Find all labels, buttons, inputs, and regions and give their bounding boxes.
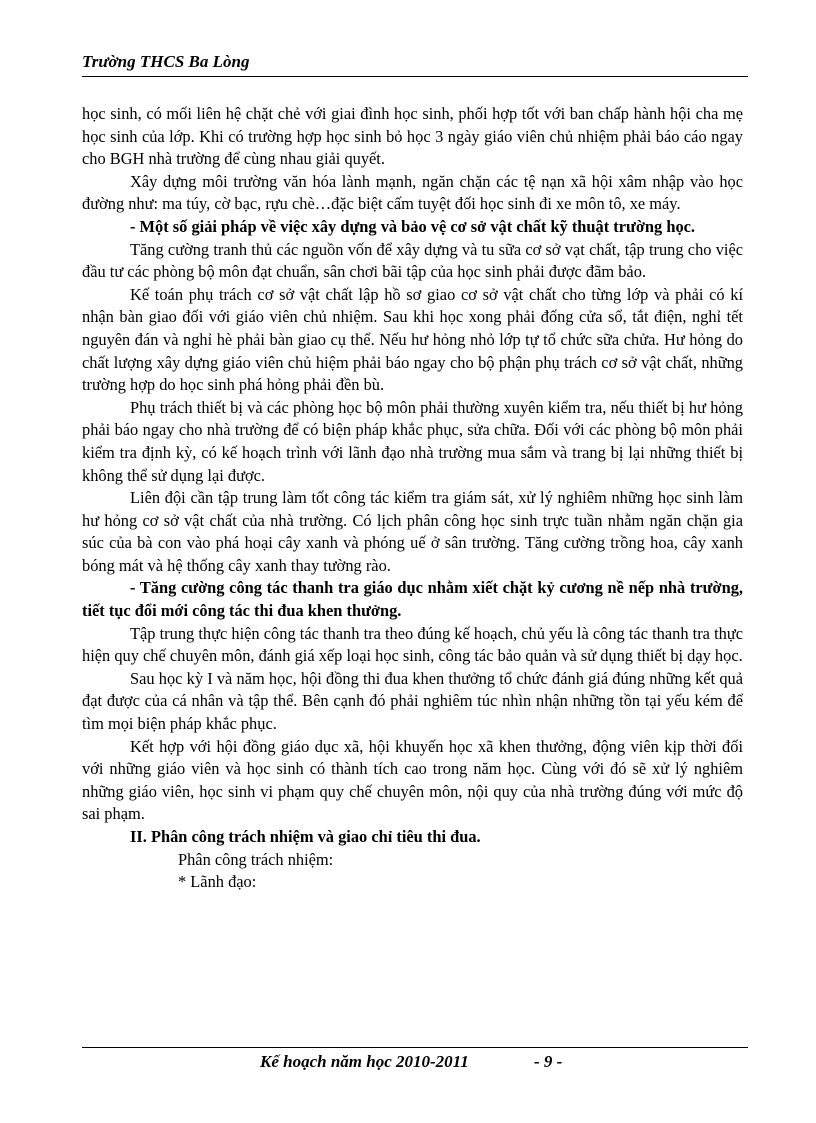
paragraph-funding: Tăng cường tranh thủ các nguồn vốn để xây dựng và tu sữa cơ sở vạt chất, tập trung cho việc đầu tư các phòng bộ môn đạt chuẩn, sân chơi bãi tập của học sinh phải được đãm bảo. — [82, 239, 743, 282]
paragraph-emulation-review: Sau học kỳ I và năm học, hội đồng thi đua khen thưởng tổ chức đánh giá đúng những kết quả đạt được của cá nhân và tập thể. Bên cạnh đó phải nghiêm túc nhìn nhận những tồn tại yếu kém để tìm mọi biện pháp khắc phục. — [82, 668, 743, 734]
page-number: - 9 - — [534, 1052, 563, 1071]
paragraph-continuation: học sinh, có mối liên hệ chặt chẻ với giai đình học sinh, phối hợp tốt với ban chấp hành hội cha mẹ học sinh của lớp. Khi có trường hợp học sinh bỏ học 3 ngày giáo viên chủ nhiệm phải báo cáo ngay cho BGH nhà trường để cùng nhau giải quyết. — [82, 104, 743, 169]
header-divider — [82, 76, 748, 77]
heading-inspection: - Tăng cường công tác thanh tra giáo dục nhằm xiết chặt kỷ cương nề nếp nhà trường, tiết tục đổi mới công tác thi đua khen thưởng. — [82, 578, 743, 621]
paragraph-inspection-plan: Tập trung thực hiện công tác thanh tra theo đúng kế hoạch, chủ yếu là công tác thanh tra thực hiện quy chế chuyên môn, đánh giá xếp loại học sinh, công tác bảo quản và sử dụng thiết bị dạy học. — [82, 623, 743, 666]
heading-section-ii: II. Phân công trách nhiệm và giao chỉ tiêu thi đua. — [130, 827, 481, 846]
paragraph-equipment: Phụ trách thiết bị và các phòng học bộ môn phải thường xuyên kiểm tra, nếu thiết bị hư hỏng phải báo ngay cho nhà trường để có biện pháp khắc phục, sửa chữa. Đối với các phòng bộ môn phải kiểm tra định kỳ, có kế hoạch trình với lãnh đạo nhà trường mua sắm và trang bị lại những thiết bị không thể sử dụng lại được. — [82, 397, 743, 485]
paragraph-cultural-environment: Xây dựng môi trường văn hóa lành mạnh, ngăn chặn các tệ nạn xã hội xâm nhập vào học đường như: ma túy, cờ bạc, rựu chè…đặc biệt cấm tuyệt đối học sinh đi xe môn tô, xe máy. — [82, 171, 743, 214]
paragraph-youth-union: Liên đội cần tập trung làm tốt công tác kiểm tra giám sát, xử lý nghiêm những học sinh làm hư hỏng cơ sở vật chất của nhà trường. Có lịch phân công học sinh trực tuần nhằm ngăn chặn gia súc của bà con vào phá hoại cây xanh và phóng uế ở sân trường. Tăng cường trồng hoa, cây xanh bóng mát và hệ thống cây xanh thay tường rào. — [82, 488, 743, 575]
school-name: Trường THCS Ba Lòng — [82, 52, 250, 71]
paragraph-rewards: Kết hợp với hội đồng giáo dục xã, hội khuyến học xã khen thưởng, động viên kịp thời đối với những giáo viên và học sinh có thành tích cao trong năm học. Cùng với đó sẽ xử lý nghiêm những giáo viên, học sinh vi phạm quy chế chuyên môn, nội quy của nhà trường đúng với mức độ sai phạm. — [82, 736, 743, 824]
document-body — [82, 103, 743, 894]
subheading-assignment: Phân công trách nhiệm: — [178, 849, 334, 869]
footer-title: Kế hoạch năm học 2010-2011 — [260, 1052, 469, 1071]
page-header — [82, 50, 748, 74]
subheading-leadership: * Lãnh đạo: — [178, 872, 257, 892]
paragraph-accountant: Kế toán phụ trách cơ sở vật chất lập hồ sơ giao cơ sở vật chất cho từng lớp và phải có kí nhận bàn giao đối với giáo viên chủ nhiệm. Sau khi học xong phải đống cửa sổ, tắt điện, nghỉ tết nguyên đán và nghỉ hè phải bàn giao cụ thể. Nếu hư hỏng nhỏ lớp tự tổ chức sữa chửa. Hư hỏng do chất lượng xây dựng giáo viên chủ hiệm phải báo ngay cho bộ phận phụ trách cơ sở vật chất, những trường hợp do học sinh phá hỏng phải đền bù. — [82, 284, 743, 395]
heading-facilities-solutions: - Một số giải pháp về việc xây dựng và bảo vệ cơ sở vật chất kỹ thuật trường học. — [130, 216, 696, 236]
footer-divider — [82, 1047, 748, 1048]
